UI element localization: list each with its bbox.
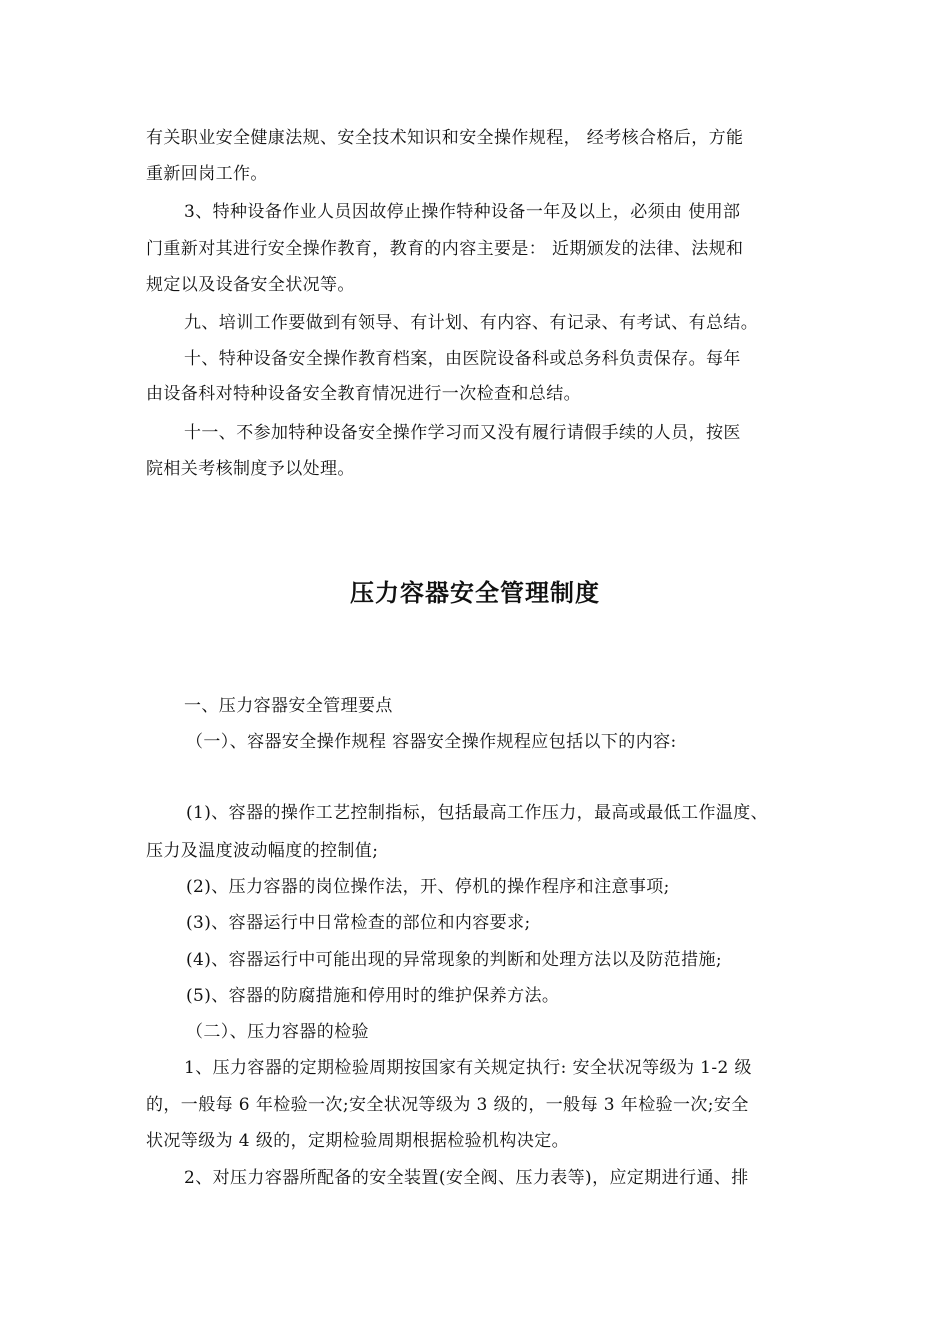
paragraph-line: 门重新对其进行安全操作教育，教育的内容主要是： 近期颁发的法律、法规和 [146, 239, 744, 259]
paragraph-line: 状况等级为 4 级的，定期检验周期根据检验机构决定。 [146, 1131, 570, 1151]
list-item: (4)、容器运行中可能出现的异常现象的判断和处理方法以及防范措施; [186, 950, 723, 970]
paragraph-line: 有关职业安全健康法规、安全技术知识和安全操作规程， 经考核合格后，方能 [146, 128, 744, 148]
list-item-continuation: 压力及温度波动幅度的控制值; [146, 841, 379, 861]
paragraph-line: 十、特种设备安全操作教育档案，由医院设备科或总务科负责保存。每年 [184, 349, 741, 369]
paragraph-line: 3、特种设备作业人员因故停止操作特种设备一年及以上，必须由 使用部 [184, 202, 741, 222]
paragraph-line: 的，一般每 6 年检验一次;安全状况等级为 3 级的，一般每 3 年检验一次;安全 [146, 1095, 749, 1115]
list-item: (1)、容器的操作工艺控制指标，包括最高工作压力，最高或最低工作温度、 [186, 803, 769, 823]
section-title: 压力容器安全管理制度 [350, 578, 600, 607]
paragraph-line: 十一、不参加特种设备安全操作学习而又没有履行请假手续的人员，按医 [184, 423, 741, 443]
paragraph-line: 重新回岗工作。 [146, 164, 268, 184]
paragraph-line: 2、对压力容器所配备的安全装置(安全阀、压力表等)，应定期进行通、排 [184, 1168, 749, 1188]
paragraph-line: 院相关考核制度予以处理。 [146, 459, 355, 479]
list-item: (5)、容器的防腐措施和停用时的维护保养方法。 [186, 986, 560, 1006]
list-item: (2)、压力容器的岗位操作法，开、停机的操作程序和注意事项; [186, 877, 670, 897]
paragraph-line: 1、压力容器的定期检验周期按国家有关规定执行: 安全状况等级为 1-2 级 [184, 1058, 752, 1078]
paragraph-line: 规定以及设备安全状况等。 [146, 275, 355, 295]
subheading-line: （一）、容器安全操作规程 容器安全操作规程应包括以下的内容: [186, 732, 677, 752]
heading-line: 一、压力容器安全管理要点 [184, 696, 393, 716]
paragraph-line: 由设备科对特种设备安全教育情况进行一次检查和总结。 [146, 384, 581, 404]
paragraph-line: 九、培训工作要做到有领导、有计划、有内容、有记录、有考试、有总结。 [184, 313, 759, 333]
list-item: (3)、容器运行中日常检查的部位和内容要求; [186, 913, 531, 933]
subheading-line: （二）、压力容器的检验 [186, 1022, 369, 1042]
